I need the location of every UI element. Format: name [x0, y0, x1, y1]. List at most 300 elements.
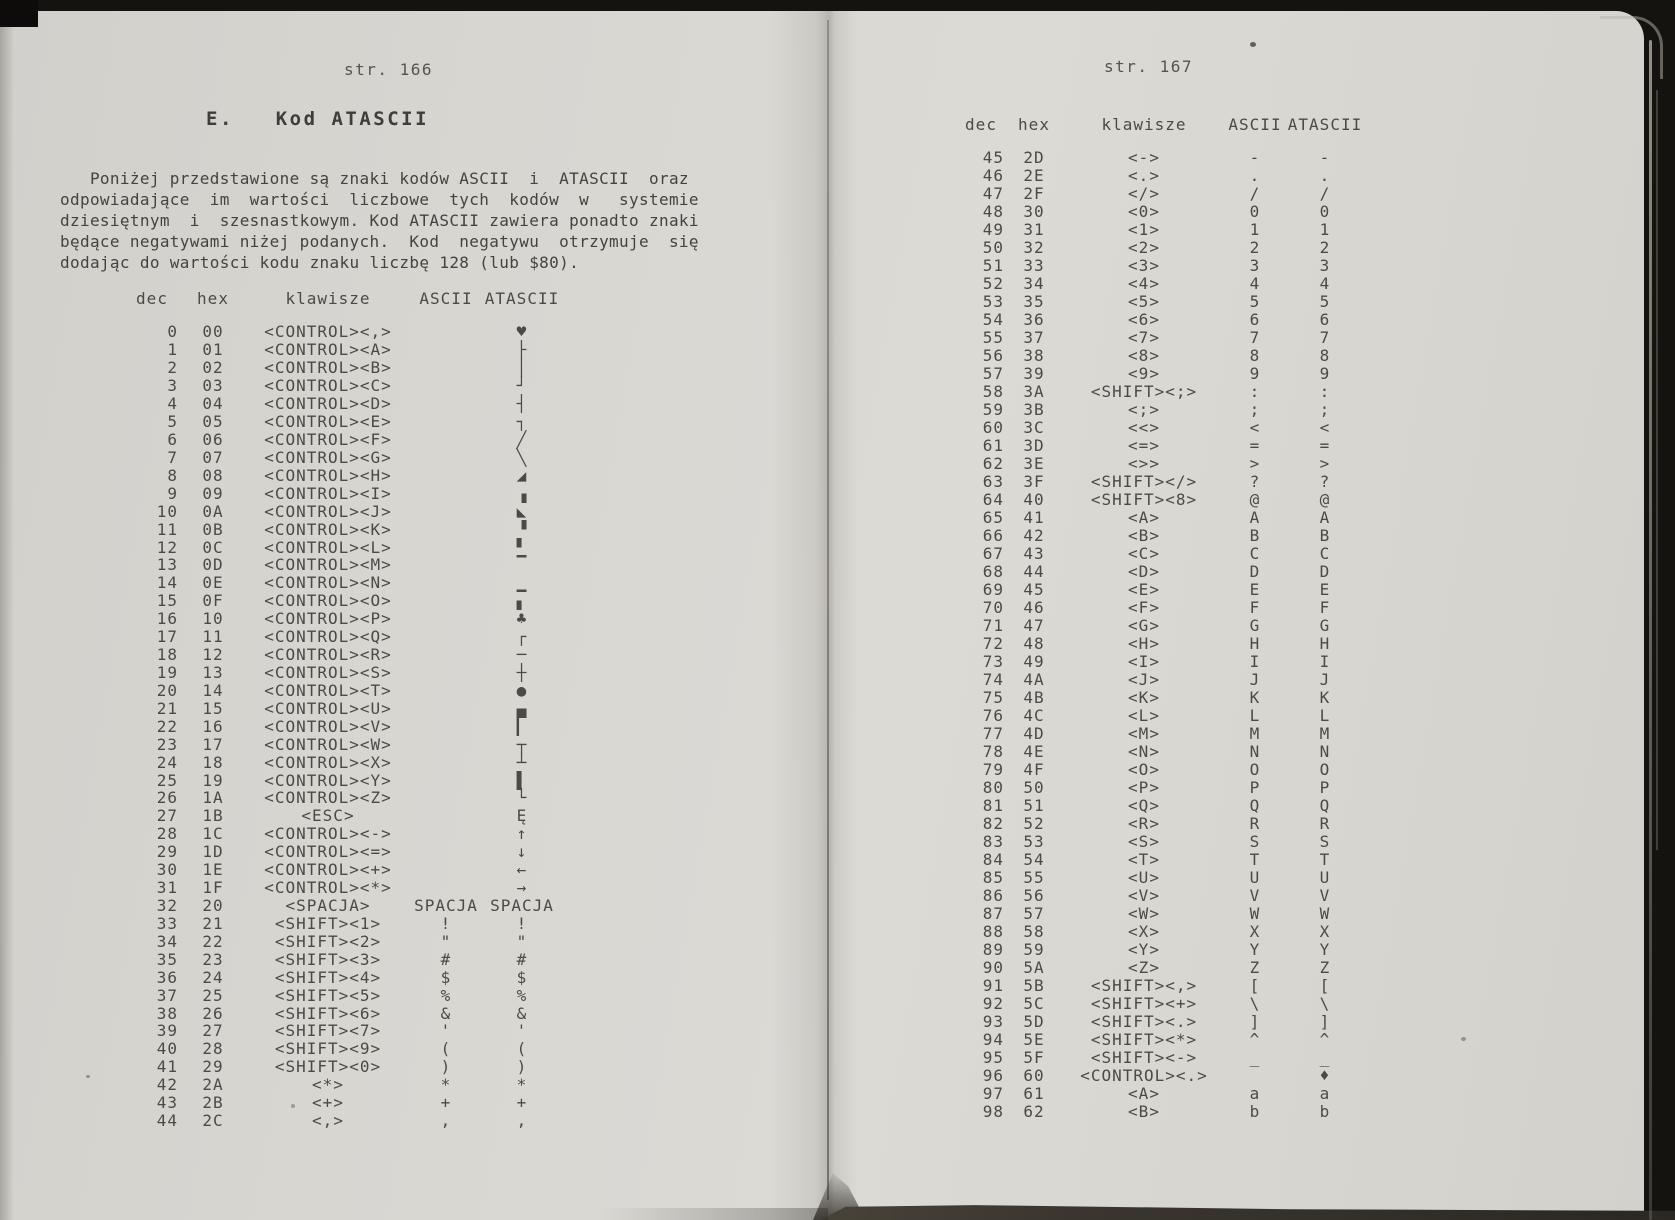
cell-klawisze: <SHIFT><7> [274, 1021, 382, 1041]
cell-hex: 3C [1023, 417, 1045, 437]
cell-klawisze: <F> [1128, 597, 1160, 617]
cell-hex: 13 [202, 662, 224, 682]
cell-ascii: ! [440, 913, 452, 933]
cell-hex: 17 [202, 734, 224, 754]
cell-ascii: P [1249, 778, 1261, 798]
cell-klawisze: <8> [1128, 345, 1160, 365]
cell-klawisze: <4> [1128, 273, 1160, 293]
table-row [126, 986, 560, 1004]
cell-hex: 08 [202, 465, 224, 485]
cell-dec: 87 [982, 904, 1004, 924]
cell-atascii: 9 [1319, 363, 1331, 383]
cell-ascii: > [1249, 453, 1261, 473]
cell-atascii: R [1319, 814, 1331, 834]
cell-ascii: K [1249, 687, 1261, 707]
cell-dec: 18 [156, 645, 178, 665]
cell-ascii: ; [1249, 399, 1261, 419]
cell-hex: 46 [1023, 597, 1045, 617]
table-row [958, 508, 1364, 526]
cell-hex: 40 [1023, 489, 1045, 509]
cell-atascii: 2 [1319, 237, 1331, 257]
cell-ascii: Y [1249, 940, 1261, 960]
cell-klawisze: <W> [1128, 904, 1160, 924]
cell-klawisze: <A> [1128, 1084, 1160, 1104]
table-row [958, 364, 1364, 382]
table-row [126, 1094, 560, 1112]
cell-dec: 38 [156, 1003, 178, 1023]
cell-klawisze: <SHIFT><;> [1090, 381, 1198, 401]
column-header-dec: dec [965, 115, 997, 134]
cell-ascii: . [1249, 165, 1261, 185]
cell-klawisze: <;> [1128, 399, 1160, 419]
paragraph-line: będące negatywami niżej podanych. Kod negatywu otrzymuje się [60, 232, 699, 251]
cell-dec: 33 [156, 913, 178, 933]
cell-ascii: 6 [1249, 309, 1261, 329]
cell-hex: 1A [202, 788, 224, 808]
cell-ascii: E [1249, 579, 1261, 599]
cell-atascii: ↑ [516, 824, 528, 844]
cell-atascii: SPACJA [490, 895, 554, 915]
cell-klawisze: <R> [1128, 814, 1160, 834]
cell-ascii: O [1249, 760, 1261, 780]
cell-ascii: U [1249, 868, 1261, 888]
cell-klawisze: <SHIFT><1> [274, 913, 382, 933]
cell-klawisze: <N> [1128, 742, 1160, 762]
table-row [958, 418, 1364, 436]
cell-dec: 47 [982, 183, 1004, 203]
bottom-edge-shadow [600, 1208, 828, 1220]
cell-atascii: ◣ [516, 501, 528, 521]
cell-dec: 27 [156, 806, 178, 826]
cell-klawisze: <CONTROL><E> [264, 412, 392, 432]
table-row [126, 431, 560, 449]
table-row [126, 556, 560, 574]
cell-dec: 57 [982, 363, 1004, 383]
cell-atascii: └ [516, 788, 528, 808]
table-row [126, 1022, 560, 1040]
cell-klawisze: <CONTROL><-> [264, 824, 392, 844]
table-row [958, 1031, 1364, 1049]
table-row [126, 771, 560, 789]
cell-dec: 91 [982, 976, 1004, 996]
cell-dec: 52 [982, 273, 1004, 293]
cell-klawisze: <C> [1128, 543, 1160, 563]
cell-atascii: [ [1319, 976, 1331, 996]
cell-hex: 2C [202, 1111, 224, 1131]
cell-atascii: M [1319, 724, 1331, 744]
cell-klawisze: <,> [312, 1111, 344, 1131]
cell-atascii: H [1319, 633, 1331, 653]
cell-dec: 68 [982, 561, 1004, 581]
cell-atascii: ├ [516, 340, 528, 360]
cell-hex: 4D [1023, 724, 1045, 744]
cell-hex: 18 [202, 752, 224, 772]
cell-dec: 82 [982, 814, 1004, 834]
cell-atascii: T [1319, 850, 1331, 870]
table-row [126, 968, 560, 986]
cell-hex: 04 [202, 394, 224, 414]
table-row [958, 761, 1364, 779]
left-page-edge-shadow [0, 11, 14, 1220]
cell-klawisze: <SHIFT><3> [274, 949, 382, 969]
column-header-klawisze: klawisze [285, 289, 371, 308]
table-row [958, 382, 1364, 400]
table-row [126, 1058, 560, 1076]
cell-ascii: T [1249, 850, 1261, 870]
cell-klawisze: <J> [1128, 669, 1160, 689]
table-row [126, 323, 560, 341]
cell-klawisze: <>> [1128, 453, 1160, 473]
cell-hex: 1B [202, 806, 224, 826]
cell-klawisze: <CONTROL><D> [264, 394, 392, 414]
cell-atascii: ▄ [516, 698, 528, 718]
cell-atascii: \ [1319, 994, 1331, 1014]
cell-hex: 00 [202, 322, 224, 342]
cell-dec: 92 [982, 994, 1004, 1014]
cell-dec: 13 [156, 555, 178, 575]
cell-klawisze: <ESC> [301, 806, 355, 826]
cell-hex: 55 [1023, 868, 1045, 888]
cell-dec: 34 [156, 931, 178, 951]
cell-hex: 31 [1023, 219, 1045, 239]
cell-hex: 09 [202, 483, 224, 503]
table-row [126, 610, 560, 628]
cell-klawisze: <CONTROL><R> [264, 645, 392, 665]
cell-klawisze: <2> [1128, 237, 1160, 257]
cell-dec: 4 [167, 394, 178, 414]
cell-ascii: \ [1249, 994, 1261, 1014]
cell-klawisze: <CONTROL><J> [264, 501, 392, 521]
cell-klawisze: <SHIFT><-> [1090, 1048, 1198, 1068]
table-row [958, 905, 1364, 923]
cell-atascii: Y [1319, 940, 1331, 960]
cell-ascii: C [1249, 543, 1261, 563]
column-header-hex: hex [1018, 115, 1050, 134]
cell-hex: 50 [1023, 778, 1045, 798]
cell-atascii: ┘ [516, 376, 528, 396]
cell-hex: 12 [202, 645, 224, 665]
cell-hex: 5B [1023, 976, 1045, 996]
cell-klawisze: <CONTROL><U> [264, 698, 392, 718]
cell-hex: 05 [202, 412, 224, 432]
table-row [126, 861, 560, 879]
cell-hex: 06 [202, 430, 224, 449]
cell-atascii: ┐ [516, 412, 528, 432]
cell-atascii: ? [1319, 471, 1331, 491]
cell-dec: 40 [156, 1039, 178, 1059]
cell-dec: 42 [156, 1075, 178, 1095]
cell-dec: 22 [156, 716, 178, 736]
cell-hex: 07 [202, 447, 224, 467]
cell-hex: 11 [202, 627, 224, 647]
cell-klawisze: <SPACJA> [285, 895, 371, 915]
cell-ascii: = [1249, 435, 1261, 455]
table-row [958, 1067, 1364, 1085]
cell-dec: 76 [982, 706, 1004, 725]
cell-atascii: ╱ [516, 430, 528, 449]
cell-ascii: % [440, 985, 452, 1005]
table-row [126, 359, 560, 377]
cell-klawisze: <CONTROL><*> [264, 878, 392, 898]
cell-atascii: # [516, 949, 528, 969]
cell-ascii: 2 [1249, 237, 1261, 257]
table-row [126, 664, 560, 682]
table-row [126, 699, 560, 717]
cell-atascii: ┤ [516, 394, 528, 414]
table-row [958, 292, 1364, 310]
cell-klawisze: <B> [1128, 525, 1160, 545]
paragraph-line: dodając do wartości kodu znaku liczbę 128 (lub $80). [60, 253, 580, 272]
paper-speck [86, 1075, 90, 1078]
cell-klawisze: <CONTROL><W> [264, 734, 392, 754]
cell-atascii: J [1319, 669, 1331, 689]
cell-klawisze: <+> [312, 1093, 344, 1113]
cell-atascii: 1 [1319, 219, 1331, 239]
cell-ascii: F [1249, 597, 1261, 617]
cell-atascii: ● [516, 680, 528, 700]
cell-hex: 10 [202, 609, 224, 629]
cell-dec: 43 [156, 1093, 178, 1113]
table-row [958, 238, 1364, 256]
book-gutter-crease [827, 20, 829, 1200]
cell-ascii: D [1249, 561, 1261, 581]
cell-atascii: S [1319, 832, 1331, 852]
cell-hex: 1C [202, 824, 224, 844]
cell-klawisze: <CONTROL><C> [264, 376, 392, 396]
cell-ascii: 4 [1249, 273, 1261, 293]
cell-hex: 2F [1023, 183, 1045, 203]
cell-hex: 3E [1023, 453, 1045, 473]
cell-hex: 38 [1023, 345, 1045, 365]
cell-hex: 01 [202, 340, 224, 360]
table-row [958, 454, 1364, 472]
book-gutter-shadow [770, 11, 890, 1220]
cell-klawisze: </> [1128, 183, 1160, 203]
cell-dec: 50 [982, 237, 1004, 257]
cell-hex: 14 [202, 680, 224, 700]
page-stack-corner [1600, 16, 1663, 79]
cell-atascii: > [1319, 453, 1331, 473]
cell-klawisze: <1> [1128, 219, 1160, 239]
page-number-left: str. 166 [344, 60, 434, 79]
table-row [126, 646, 560, 664]
cell-atascii: E [1319, 579, 1331, 599]
cell-ascii: < [1249, 417, 1261, 437]
cell-hex: 0E [202, 573, 224, 593]
cell-hex: 43 [1023, 543, 1045, 563]
cell-klawisze: <CONTROL><H> [264, 465, 392, 485]
cell-atascii: ▘ [516, 537, 528, 557]
cell-atascii: L [1319, 706, 1331, 725]
cell-klawisze: <CONTROL><Y> [264, 770, 392, 790]
table-row [126, 592, 560, 610]
cell-atascii: _ [1319, 1048, 1331, 1068]
cell-ascii: # [440, 949, 452, 969]
cell-hex: 49 [1023, 651, 1045, 671]
cell-klawisze: <CONTROL><N> [264, 573, 392, 593]
cell-dec: 46 [982, 165, 1004, 185]
cell-atascii: → [516, 878, 528, 898]
cell-hex: 41 [1023, 507, 1045, 527]
cell-dec: 37 [156, 985, 178, 1005]
cell-hex: 51 [1023, 796, 1045, 816]
cell-atascii: D [1319, 561, 1331, 581]
cell-atascii: ^ [1319, 1030, 1331, 1050]
cell-atascii: I [1319, 651, 1331, 671]
cell-hex: 61 [1023, 1084, 1045, 1104]
cell-atascii: ┼ [516, 662, 528, 682]
cell-dec: 72 [982, 633, 1004, 653]
cell-klawisze: <CONTROL><T> [264, 680, 392, 700]
cell-atascii: ← [516, 860, 528, 880]
cell-klawisze: <-> [1128, 147, 1160, 167]
cell-atascii: : [1319, 381, 1331, 401]
cell-klawisze: <.> [1128, 165, 1160, 185]
cell-klawisze: <A> [1128, 507, 1160, 527]
cell-hex: 0D [202, 555, 224, 575]
table-row [126, 807, 560, 825]
table-row [958, 562, 1364, 580]
cell-klawisze: <CONTROL><,> [264, 322, 392, 342]
cell-klawisze: <SHIFT><5> [274, 985, 382, 1005]
table-row [958, 977, 1364, 995]
cell-dec: 97 [982, 1084, 1004, 1104]
table-row [958, 544, 1364, 562]
table-row [126, 466, 560, 484]
cell-atascii: ♣ [516, 609, 528, 629]
cell-ascii: ^ [1249, 1030, 1261, 1050]
cell-dec: 89 [982, 940, 1004, 960]
cell-hex: 21 [202, 913, 224, 933]
cell-ascii: 9 [1249, 363, 1261, 383]
cell-atascii: ▁ [516, 573, 528, 593]
cell-dec: 64 [982, 489, 1004, 509]
cell-klawisze: <CONTROL><X> [264, 752, 392, 772]
table-row [958, 851, 1364, 869]
cell-dec: 60 [982, 417, 1004, 437]
cell-ascii: SPACJA [414, 895, 478, 915]
cell-ascii: ] [1249, 1012, 1261, 1032]
cell-dec: 54 [982, 309, 1004, 329]
cell-dec: 74 [982, 669, 1004, 689]
cell-klawisze: <5> [1128, 291, 1160, 311]
cell-dec: 65 [982, 507, 1004, 527]
cell-dec: 9 [167, 483, 178, 503]
cell-dec: 53 [982, 291, 1004, 311]
cell-atascii: & [516, 1003, 528, 1023]
cell-klawisze: <=> [1128, 435, 1160, 455]
cell-klawisze: <V> [1128, 886, 1160, 906]
cell-dec: 10 [156, 501, 178, 521]
cell-hex: 20 [202, 895, 224, 915]
paper-speck [1461, 1037, 1466, 1041]
cell-hex: 44 [1023, 561, 1045, 581]
table-row [126, 377, 560, 395]
cell-klawisze: <7> [1128, 327, 1160, 347]
cell-hex: 59 [1023, 940, 1045, 960]
cell-atascii: ┌ [516, 627, 528, 647]
cell-atascii: ♦ [1319, 1066, 1331, 1086]
cell-atascii: ( [516, 1039, 528, 1059]
cell-ascii: ? [1249, 471, 1261, 491]
cell-ascii: H [1249, 633, 1261, 653]
table-row [126, 413, 560, 431]
table-row [958, 346, 1364, 364]
cell-atascii: Ę [516, 806, 528, 826]
table-row [958, 1085, 1364, 1103]
cell-hex: 0B [202, 519, 224, 539]
cell-hex: 30 [1023, 201, 1045, 221]
table-row [126, 1112, 560, 1130]
cell-dec: 21 [156, 698, 178, 718]
cell-dec: 93 [982, 1012, 1004, 1032]
cell-atascii: ) [516, 1057, 528, 1077]
paper-speck [1250, 42, 1256, 47]
cell-dec: 79 [982, 760, 1004, 780]
table-row [958, 598, 1364, 616]
cell-hex: 53 [1023, 832, 1045, 852]
cell-klawisze: <CONTROL><M> [264, 555, 392, 575]
cell-dec: 41 [156, 1057, 178, 1077]
cell-dec: 45 [982, 147, 1004, 167]
cell-ascii: : [1249, 381, 1261, 401]
table-row [958, 887, 1364, 905]
cell-atascii: * [516, 1075, 528, 1095]
cell-atascii: N [1319, 742, 1331, 762]
cell-ascii: b [1249, 1102, 1261, 1122]
cell-atascii: " [516, 931, 528, 951]
table-row [958, 869, 1364, 887]
cell-dec: 36 [156, 967, 178, 987]
cell-atascii: ▖ [516, 591, 528, 611]
cell-atascii: $ [516, 967, 528, 987]
cell-ascii: 0 [1249, 201, 1261, 221]
cell-klawisze: <0> [1128, 201, 1160, 221]
cell-ascii: L [1249, 706, 1261, 725]
cell-hex: 3D [1023, 435, 1045, 455]
cell-dec: 90 [982, 958, 1004, 978]
table-row [126, 574, 560, 592]
table-row [958, 526, 1364, 544]
cell-klawisze: <CONTROL><G> [264, 447, 392, 467]
table-row [958, 202, 1364, 220]
cell-dec: 58 [982, 381, 1004, 401]
table-header-row [958, 115, 1364, 134]
cell-atascii: C [1319, 543, 1331, 563]
cell-klawisze: <S> [1128, 832, 1160, 852]
cell-hex: 57 [1023, 904, 1045, 924]
table-row [126, 717, 560, 735]
cell-atascii: . [1319, 165, 1331, 185]
cell-klawisze: <CONTROL><K> [264, 519, 392, 539]
table-row [126, 484, 560, 502]
cell-dec: 12 [156, 537, 178, 557]
cell-hex: 56 [1023, 886, 1045, 906]
cell-ascii: 1 [1249, 219, 1261, 239]
cell-dec: 7 [167, 447, 178, 467]
cell-klawisze: <3> [1128, 255, 1160, 275]
cell-dec: 73 [982, 651, 1004, 671]
cell-hex: 24 [202, 967, 224, 987]
cell-hex: 5D [1023, 1012, 1045, 1032]
cell-dec: 11 [156, 519, 178, 539]
cell-atascii: % [516, 985, 528, 1005]
cell-atascii: ▗ [516, 483, 528, 503]
table-row [958, 670, 1364, 688]
cell-atascii: ' [516, 1021, 528, 1041]
cell-atascii: P [1319, 778, 1331, 798]
cell-atascii: ] [1319, 1012, 1331, 1032]
